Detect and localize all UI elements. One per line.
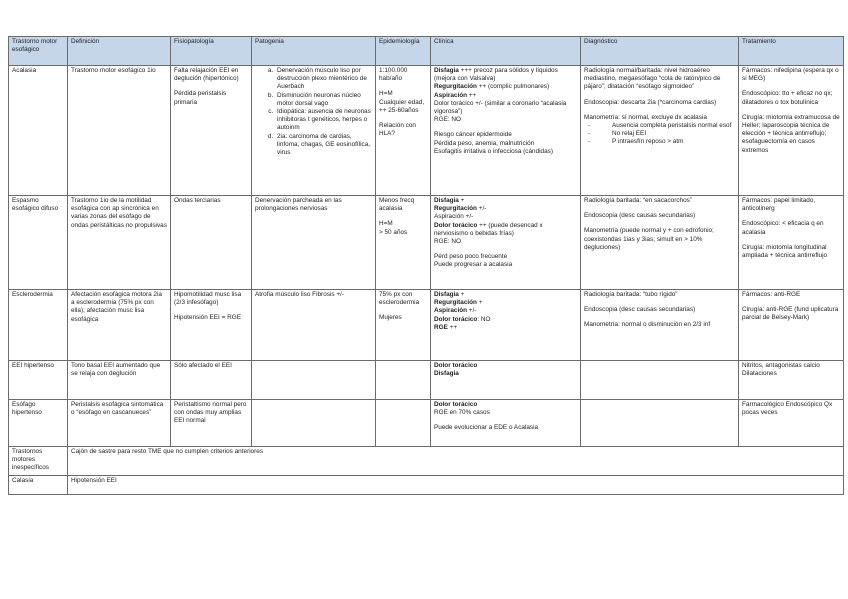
header-row xyxy=(9,37,844,66)
cell-line: Endoscopia (desc causas secundarias) xyxy=(584,212,696,220)
cell-line: Dolor torácico +/- (similar a coronario “acalasia vigorosa”) xyxy=(434,99,567,115)
bold-term: Dolor torácico xyxy=(434,401,478,408)
term-detail: + xyxy=(458,197,465,204)
diagnosis-cell xyxy=(581,290,739,361)
list-item: a. Denervación músculo liso por destrucción plexo mientérico de Auerbach xyxy=(275,67,372,92)
treatment-cell: Farmacológico Endoscópico Qx pocas veces xyxy=(739,400,844,447)
cell-line: Pérd peso poco frecuente xyxy=(434,253,508,261)
table-row xyxy=(9,66,844,196)
cell-line: Pérdida peso, anemia, malnutrición xyxy=(434,139,535,147)
list-item: c. Idiopática: ausencia de neuronas inhibitoras t genéticos, herpes o autoinm xyxy=(275,108,372,133)
cell-line xyxy=(434,92,577,100)
epidemiology-cell xyxy=(376,290,431,361)
cell-line: Mujeres xyxy=(379,314,402,322)
header-cell: Fisiopatología xyxy=(171,37,252,66)
cell-line xyxy=(434,197,577,205)
term-detail: : NO xyxy=(477,315,491,323)
epidemiology-cell xyxy=(376,66,431,196)
treatment-cell xyxy=(739,66,844,196)
table-row xyxy=(9,447,844,476)
list-item xyxy=(600,122,735,130)
pathogenesis-cell xyxy=(252,361,376,400)
definition-cell: Hipotensión EEI xyxy=(68,475,844,494)
cell-line: Pérdida peristalsis primaria xyxy=(174,90,227,106)
row-name-cell: Trastornos motores inespecíficos xyxy=(9,447,68,476)
cell-line: Manometría (puede normal y + con edrofonio; coexistondas 1ias y 3ias; simult en > 10% degluciones) xyxy=(584,227,714,251)
cell-line: Cirugía: miotomía extramucosa de Heller; laparoscopia técnica de elección + técnica antirreflujo; esofaguectomía en casos extremos xyxy=(742,113,840,154)
cell-line xyxy=(434,291,577,299)
clinical-cell xyxy=(431,290,581,361)
cell-line xyxy=(434,362,577,370)
table-row xyxy=(9,196,844,290)
row-name-cell: Acalasia xyxy=(9,66,68,196)
header-cell: Diagnóstico xyxy=(581,37,739,66)
clinical-cell xyxy=(431,66,581,196)
cell-line xyxy=(434,222,577,238)
bold-term: Regurgitación xyxy=(434,83,477,91)
bold-term: Aspiración xyxy=(434,91,468,99)
clinical-cell xyxy=(431,400,581,447)
term-detail: ++ xyxy=(467,91,477,99)
cell-line: Radiología normal/baritada: nivel hidroaéreo mediastino, megaesófago “cola de ratón/pico de pájaro”; dilatación “esófago sigmoideo” xyxy=(584,67,721,91)
cell-line: H=M xyxy=(379,90,393,98)
definition-cell: Trastorno motor esofágico 1io xyxy=(68,66,171,196)
header-cell: Definición xyxy=(68,37,171,66)
pathogenesis-cell: Atrofia músculo liso Fibrosis +/- xyxy=(252,290,376,361)
motor-disorders-table xyxy=(8,36,844,495)
diagnosis-cell xyxy=(581,361,739,400)
list-item: d. 2ia: carcinoma de cardias, linfoma, chagas, GE eosinofílica, virus xyxy=(275,133,372,158)
cell-line: Cirugía: anti-RGE (fund uplicatura parcial de Belsey-Mark) xyxy=(742,306,839,322)
cell-line xyxy=(434,307,577,315)
cell-line: Riesgo cáncer epidermoide xyxy=(434,131,512,139)
cell-line: Puede evolucionar a EDE o Acalasia xyxy=(434,424,539,432)
term-detail: +/- xyxy=(467,307,477,315)
bold-term: Dolor torácico xyxy=(434,315,478,323)
table-row xyxy=(9,400,844,447)
term-detail: +++ precoz para sólidos y líquidos (mejora con Valsalva) xyxy=(434,67,558,83)
header-cell: Patogenia xyxy=(252,37,376,66)
cell-line: Peristaltismo normal pero con ondas muy amplias xyxy=(174,401,247,417)
bold-term: Disfagia xyxy=(434,370,459,378)
cell-line: Menos frecq acalasia xyxy=(379,197,415,213)
term-detail: ++ (complic pulmonares) xyxy=(476,83,550,91)
list-item-text: - No relaj EEI xyxy=(612,130,647,138)
physiopathology-cell xyxy=(171,66,252,196)
bold-term: RGE xyxy=(434,323,448,331)
cell-line: EEI normal xyxy=(174,417,206,425)
cell-line xyxy=(434,324,577,332)
term-detail: ++ (puede desencad x nerviosismo o bebidas frías) xyxy=(434,221,543,237)
cell-line xyxy=(434,299,577,307)
cell-line: > 50 años xyxy=(379,228,408,236)
definition-cell: Trastorno 1io de la motilidad esofágica con ap sincrónica en varias zonas del esófago de ondas peristálticas no propulsivas xyxy=(68,196,171,290)
cell-line: RGE: NO xyxy=(434,116,461,124)
term-detail: +/- xyxy=(476,205,487,213)
term-detail: + xyxy=(458,291,465,298)
pathogenesis-cell xyxy=(252,400,376,447)
cell-line: Fármacos: papel limitado, anticolinerg xyxy=(742,197,816,213)
manometry-list xyxy=(584,122,735,147)
epidemiology-cell xyxy=(376,400,431,447)
pathogenesis-cell xyxy=(252,66,376,196)
row-name-cell: Esófago hipertenso xyxy=(9,400,68,447)
cell-line xyxy=(434,205,577,213)
treatment-cell: Nitritos, antagonistas calcio Dilataciones xyxy=(739,361,844,400)
bold-term: Disfagia xyxy=(434,67,459,74)
diagnosis-cell xyxy=(581,66,739,196)
clinical-cell xyxy=(431,196,581,290)
cell-line: Aspiración +/- xyxy=(434,213,474,221)
bold-term: Disfagia xyxy=(434,291,459,298)
list-item xyxy=(600,138,735,146)
physiopathology-cell xyxy=(171,290,252,361)
header-cell: Clínica xyxy=(431,37,581,66)
list-item xyxy=(600,130,735,138)
cell-line: Cirugía: miotomía longitudinal ampliada + técnica antirreflujo xyxy=(742,243,828,259)
physiopathology-cell: Sólo afectado el EEI xyxy=(171,361,252,400)
bold-term: Disfagia xyxy=(434,197,459,204)
bold-term: Regurgitación xyxy=(434,299,477,307)
term-detail: + xyxy=(476,299,483,307)
cell-line: Relación con HLA? xyxy=(379,121,416,138)
table-row xyxy=(9,361,844,400)
physiopathology-cell: Ondas terciarias xyxy=(171,196,252,290)
definition-cell: Cajón de sastre para resto TME que no cumplen criterios anteriores xyxy=(68,447,844,476)
cell-line: Endoscopia: descarta 2ia (*carcinoma cardias) xyxy=(584,98,717,106)
cell-line xyxy=(434,67,577,83)
cell-line: RGE: NO xyxy=(434,237,461,245)
bold-term: Dolor torácico xyxy=(434,221,478,229)
row-name-cell: Espasmo esofágico difuso xyxy=(9,196,68,290)
table-row xyxy=(9,290,844,361)
cell-line: Falta relajación EEI en deglución (hipertónico) xyxy=(174,67,239,83)
cell-line: Endoscópico: < eficacia q en acalasia xyxy=(742,220,824,236)
physiopathology-cell xyxy=(171,400,252,447)
cell-line xyxy=(434,401,577,409)
list-item-text: - P intraesfín reposo > atm xyxy=(612,138,684,146)
epidemiology-cell xyxy=(376,361,431,400)
row-name-cell: Esclerodermia xyxy=(9,290,68,361)
cell-line: Endoscópico: tto + eficaz no qx; dilatadores o tox botulínica xyxy=(742,90,833,106)
bold-term: Aspiración xyxy=(434,307,468,315)
cell-line: Esofagitis irritativa o infecciosa (cándidas) xyxy=(434,147,553,155)
cell-line xyxy=(434,370,577,378)
pathogenesis-list xyxy=(255,67,372,157)
table-row xyxy=(9,475,844,494)
cell-line: 75% px con esclerodermia xyxy=(379,291,420,307)
diagnosis-cell xyxy=(581,196,739,290)
cell-line: Manometría: normal o disminución en 2/3 inf xyxy=(584,321,711,329)
list-item: b. Disminución neuronas núcleo motor dorsal vago xyxy=(275,92,372,108)
epidemiology-cell xyxy=(376,196,431,290)
definition-cell: Afectación esofágica motora 2ia a esclerodermia (75% px con ella); afectación musc lisa esofágica xyxy=(68,290,171,361)
header-cell: Trastorno motor esofágico xyxy=(9,37,68,66)
header-cell: Epidemiología xyxy=(376,37,431,66)
term-detail: ++ xyxy=(447,323,458,331)
cell-line xyxy=(434,316,577,324)
cell-line: Endoscopia (desc causas secundarias) xyxy=(584,306,696,314)
treatment-cell xyxy=(739,290,844,361)
cell-line xyxy=(434,83,577,91)
diagnosis-cell xyxy=(581,400,739,447)
cell-line: RGE en 70% casos xyxy=(434,409,490,417)
definition-cell: Tono basal EEI aumentado que se relaja con deglución xyxy=(68,361,171,400)
row-name-cell: EEI hipertenso xyxy=(9,361,68,400)
cell-line: H=M xyxy=(379,220,393,228)
cell-line: Cualquier edad, ++ 25-60años xyxy=(379,98,425,114)
bold-term: Regurgitación xyxy=(434,205,477,213)
cell-line: Radiología baritada: “tubo rígido” xyxy=(584,291,678,298)
cell-line: Fármacos: nifedipina (espera qx o si MEG) xyxy=(742,67,839,83)
bold-term: Dolor torácico xyxy=(434,362,478,369)
definition-cell: Peristalsis esofágica sintomática o “esófago en cascanueces” xyxy=(68,400,171,447)
cell-line: Radiología baritada: “en sacacorchos” xyxy=(584,197,692,204)
cell-line: Fármacos: anti-RGE xyxy=(742,291,801,298)
pathogenesis-cell: Denervación parcheada en las prolongaciones nerviosas xyxy=(252,196,376,290)
cell-line: Manometría: sí normal, excluye dx acalasia xyxy=(584,113,707,121)
cell-line: Hipotensión EEI = RGE xyxy=(174,314,241,322)
list-item-text: - Ausencia completa peristalsis normal esof xyxy=(612,121,732,129)
cell-line: Hipomotilidad musc lisa (2/3 infesófago) xyxy=(174,291,242,307)
cell-line: Puede progresar a acalasia xyxy=(434,261,513,269)
cell-line: 1:100.000 hab/año xyxy=(379,67,408,83)
header-cell: Tratamiento xyxy=(739,37,844,66)
clinical-cell xyxy=(431,361,581,400)
row-name-cell: Calasia xyxy=(9,475,68,494)
treatment-cell xyxy=(739,196,844,290)
